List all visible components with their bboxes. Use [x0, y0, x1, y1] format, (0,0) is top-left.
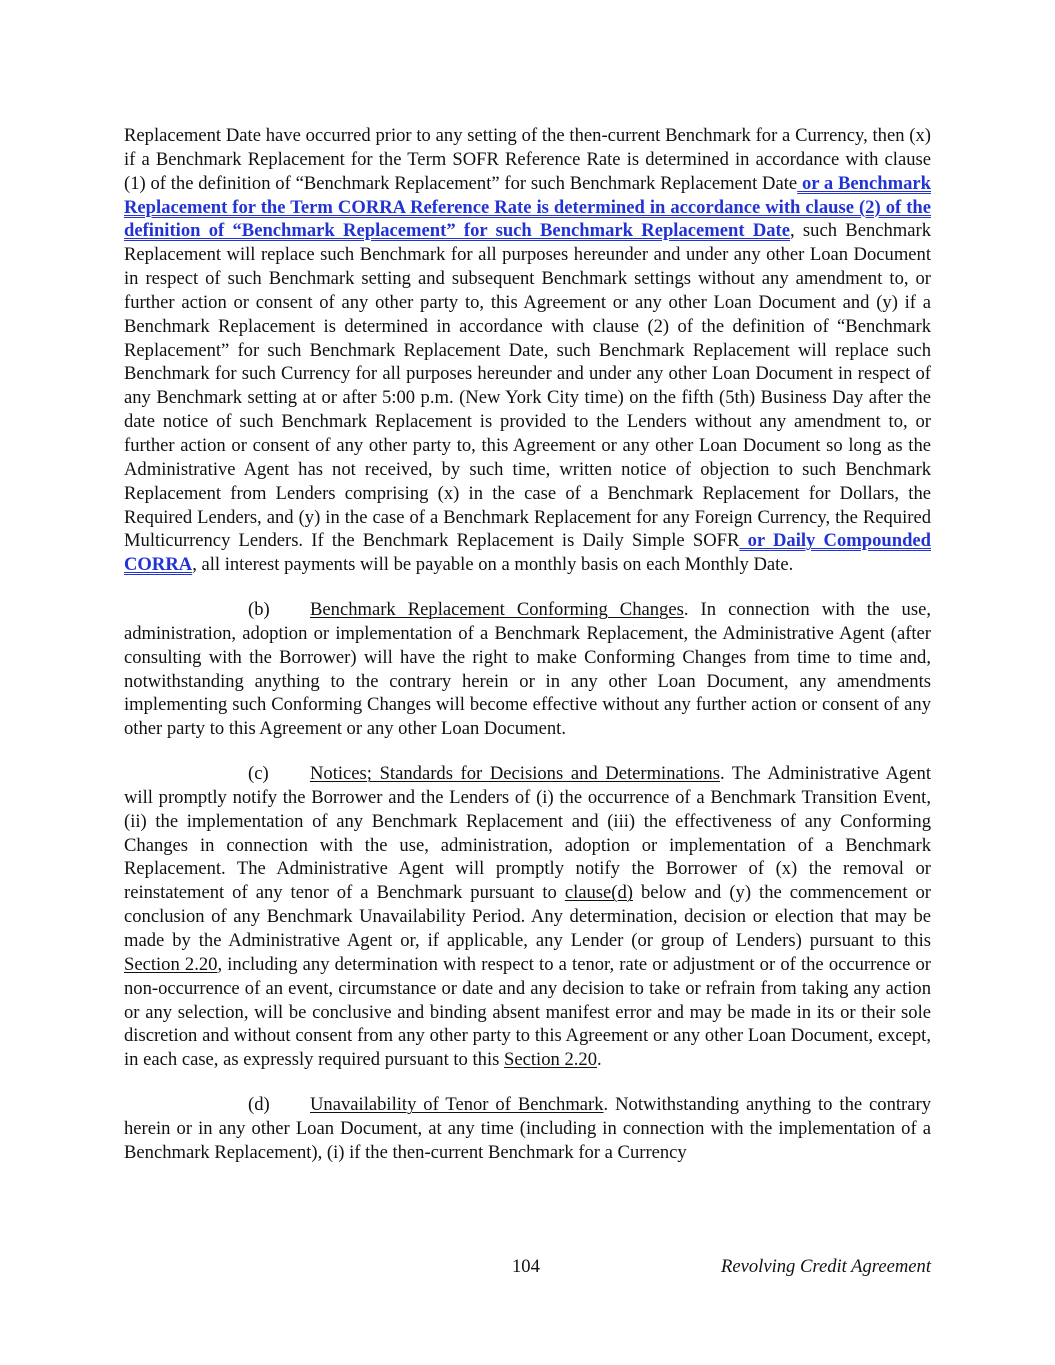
- page-number: 104: [512, 1256, 540, 1277]
- section-heading: Unavailability of Tenor of Benchmark: [310, 1094, 604, 1116]
- clause-label: (b): [248, 599, 270, 621]
- document-page: [124, 124, 931, 1165]
- cross-reference-link[interactable]: clause(d): [564, 882, 633, 904]
- cross-reference-link[interactable]: Section 2.20: [504, 1049, 597, 1071]
- paragraph-text: . The Administrative Agent will promptly notify the Borrower and the Lenders of (i) the occurrence of a Benchmark Transition Event, (ii) the implementation of any Benchmark Replacement and (iii) the effectiveness of any Conforming Changes in connection with the use, administration, adoption or implementation of a Benchmark Replacement. The Administrative Agent will promptly notify the Borrower of (x) the removal or reinstatement of any tenor of a Benchmark pursuant to: [124, 763, 931, 904]
- paragraph-text: Replacement Date have occurred prior to any setting of the then-current Benchmark for a Currency, then (x) if a Benchmark Replacement for the Term SOFR Reference Rate is determined in accordance with clause (1) of the definition of “Benchmark Replacement” for such Benchmark Replacement Date: [124, 125, 931, 194]
- page-footer: [0, 1256, 1055, 1280]
- clause-label: (c): [248, 763, 269, 785]
- section-heading: Notices; Standards for Decisions and Determinations: [310, 763, 720, 785]
- paragraph-a-continuation: [124, 124, 931, 577]
- section-heading: Benchmark Replacement Conforming Changes: [310, 599, 684, 621]
- paragraph-text: . Notwithstanding anything to the contrary herein or in any other Loan Document, at any time (including in connection with the implementation of a Benchmark Replacement), (i) if the then-current Benchmark for a Currency: [124, 1094, 931, 1163]
- inserted-text: or Daily Compounded CORRA: [124, 530, 931, 576]
- document-title: Revolving Credit Agreement: [721, 1256, 931, 1277]
- paragraph-text: below and (y) the commencement or conclusion of any Benchmark Unavailability Period. Any determination, decision or election that may be made by the Administrative Agent or, if applicable, any Lender (or group of Lenders) pursuant to this: [124, 882, 931, 951]
- paragraph-d: [124, 1093, 931, 1165]
- paragraph-b: [124, 598, 931, 741]
- paragraph-text: , all interest payments will be payable on a monthly basis on each Monthly Date.: [192, 554, 794, 576]
- paragraph-text: , including any determination with respect to a tenor, rate or adjustment or of the occurrence or non-occurrence of an event, circumstance or date and any decision to take or refrain from taking any action or any selection, will be conclusive and binding absent manifest error and may be made in its or their sole discretion and without consent from any other party to this Agreement or any other Loan Document, except, in each case, as expressly required pursuant to this: [124, 953, 931, 1071]
- clause-label: (d): [248, 1094, 270, 1116]
- paragraph-text: . In connection with the use, administration, adoption or implementation of a Benchmark Replacement, the Administrative Agent (after consulting with the Borrower) will have the right to make Conforming Changes from time to time and, notwithstanding anything to the contrary herein or in any other Loan Document, any amendments implementing such Conforming Changes will become effective without any further action or consent of any other party to this Agreement or any other Loan Document.: [124, 599, 931, 740]
- paragraph-text: .: [597, 1049, 602, 1071]
- paragraph-c: [124, 762, 931, 1072]
- inserted-text: or a Benchmark Replacement for the Term CORRA Reference Rate is determined in accordance with clause (2) of the definition of “Benchmark Replacement” for such Benchmark Replacement Date: [124, 172, 931, 242]
- paragraph-text: , such Benchmark Replacement will replace such Benchmark for all purposes hereunder and under any other Loan Document in respect of such Benchmark setting and subsequent Benchmark settings without any amendment to, or further action or consent of any other party to, this Agreement or any other Loan Document and (y) if a Benchmark Replacement is determined in accordance with clause (2) of the definition of “Benchmark Replacement” for such Benchmark Replacement Date, such Benchmark Replacement will replace such Benchmark for such Currency for all purposes hereunder and under any other Loan Document in respect of any Benchmark setting at or after 5:00 p.m. (New York City time) on the fifth (5th) Business Day after the date notice of such Benchmark Replacement is provided to the Lenders without any amendment to, or further action or consent of any other party to, this Agreement or any other Loan Document so long as the Administrative Agent has not received, by such time, written notice of objection to such Benchmark Replacement from Lenders comprising (x) in the case of a Benchmark Replacement for Dollars, the Required Lenders, and (y) in the case of a Benchmark Replacement for any Foreign Currency, the Required Multicurrency Lenders. If the Benchmark Replacement is Daily Simple SOFR: [124, 220, 931, 552]
- cross-reference-link[interactable]: Section 2.20: [124, 953, 218, 975]
